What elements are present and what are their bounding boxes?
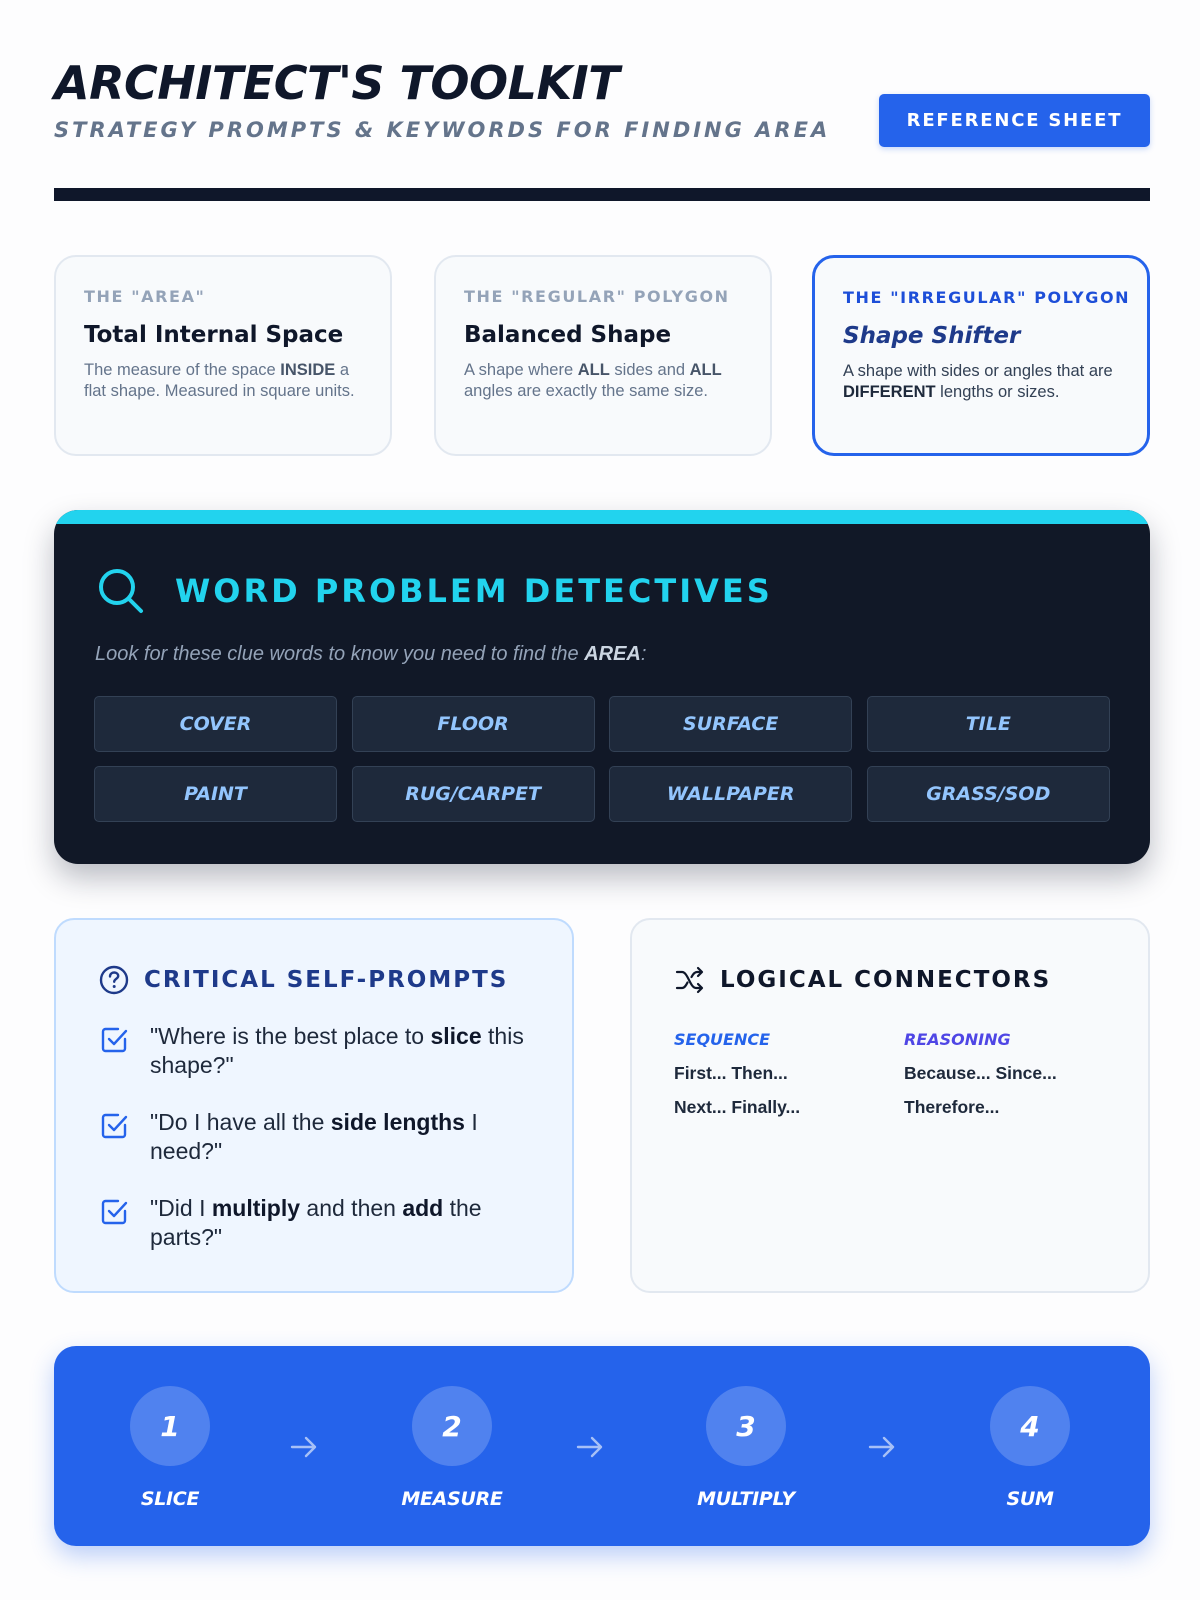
keyword-chip: GRASS/SOD xyxy=(867,766,1110,822)
arrow-right-icon xyxy=(289,1432,319,1462)
critical-self-prompts-card xyxy=(54,918,574,1293)
card-title: Total Internal Space xyxy=(84,322,344,348)
keyword-chip: FLOOR xyxy=(352,696,595,752)
prompt-text-part: "Do I have all the xyxy=(150,1109,331,1135)
card-body xyxy=(84,360,362,402)
step-label: MEASURE xyxy=(401,1488,503,1510)
card-body-text: The measure of the space xyxy=(84,361,281,379)
prompt-text-part: "Where is the best place to xyxy=(150,1023,431,1049)
regular-polygon-card xyxy=(434,255,772,456)
hint-text: Look for these clue words to know you need to find the xyxy=(95,643,585,665)
step-label: SLICE xyxy=(140,1488,200,1510)
prompt-emphasis: slice xyxy=(430,1023,482,1049)
prompt-text xyxy=(150,1108,538,1166)
card-eyebrow: THE "AREA" xyxy=(84,287,206,306)
card-body-text: A shape with sides or angles that are xyxy=(843,362,1113,380)
prompt-emphasis: side lengths xyxy=(330,1109,465,1135)
reasoning-column xyxy=(904,1030,1057,1131)
prompt-text xyxy=(150,1022,538,1080)
prompt-emphasis: add xyxy=(402,1195,444,1221)
step-slice xyxy=(90,1386,250,1510)
card-body-emphasis: ALL xyxy=(577,361,610,379)
checkbox-checked-icon xyxy=(98,1110,130,1142)
step-measure xyxy=(372,1386,532,1510)
card-body-text: A shape where xyxy=(464,361,578,379)
step-sum xyxy=(950,1386,1110,1510)
arrow-right-icon xyxy=(575,1432,605,1462)
prompt-emphasis: multiply xyxy=(211,1195,301,1221)
word-problem-detectives-panel xyxy=(54,510,1150,864)
card-title: CRITICAL SELF-PROMPTS xyxy=(144,967,509,993)
card-body-emphasis: ALL xyxy=(689,361,722,379)
header-divider xyxy=(54,188,1150,201)
keyword-chip: WALLPAPER xyxy=(609,766,852,822)
step-label: SUM xyxy=(1006,1488,1054,1510)
keyword-grid xyxy=(94,696,1110,822)
prompt-text-part: this shape?" xyxy=(150,1023,524,1078)
connector-line: Because... Since... xyxy=(904,1063,1057,1083)
panel-title: WORD PROBLEM DETECTIVES xyxy=(175,572,773,610)
keyword-chip: TILE xyxy=(867,696,1110,752)
step-number: 3 xyxy=(706,1386,786,1466)
keyword-chip: PAINT xyxy=(94,766,337,822)
card-body-emphasis: INSIDE xyxy=(280,361,336,379)
step-number: 1 xyxy=(130,1386,210,1466)
search-icon xyxy=(96,566,146,616)
step-multiply xyxy=(666,1386,826,1510)
prompt-list xyxy=(98,1022,538,1280)
hint-text: : xyxy=(640,643,647,665)
process-steps-banner xyxy=(54,1346,1150,1546)
hint-emphasis: AREA xyxy=(584,643,641,665)
step-number: 4 xyxy=(990,1386,1070,1466)
area-definition-card xyxy=(54,255,392,456)
step-number: 2 xyxy=(412,1386,492,1466)
card-body-text: sides and xyxy=(609,361,690,379)
card-title: Balanced Shape xyxy=(464,322,672,348)
checkbox-checked-icon xyxy=(98,1024,130,1056)
help-circle-icon xyxy=(98,964,130,996)
card-body-text: angles are exactly the same size. xyxy=(464,382,708,400)
list-item xyxy=(98,1022,538,1080)
card-body xyxy=(464,360,742,402)
card-eyebrow: THE "IRREGULAR" POLYGON xyxy=(843,288,1131,307)
prompt-text-part: "Did I xyxy=(150,1195,212,1221)
connector-line: First... Then... xyxy=(674,1063,788,1083)
card-body xyxy=(843,361,1119,403)
prompt-text-part: and then xyxy=(300,1195,403,1221)
reasoning-label: REASONING xyxy=(904,1030,1011,1049)
sequence-label: SEQUENCE xyxy=(674,1030,771,1049)
keyword-chip: SURFACE xyxy=(609,696,852,752)
page xyxy=(54,0,1150,1600)
irregular-polygon-card xyxy=(812,255,1150,456)
card-header xyxy=(674,964,1051,996)
connector-line: Next... Finally... xyxy=(674,1097,801,1117)
prompt-text-part: I need?" xyxy=(150,1109,478,1164)
keyword-chip: COVER xyxy=(94,696,337,752)
prompt-text-part: the parts?" xyxy=(150,1195,482,1250)
card-body-text: a flat shape. Measured in square units. xyxy=(84,361,355,400)
step-label: MULTIPLY xyxy=(697,1488,795,1510)
card-body-emphasis: DIFFERENT xyxy=(843,383,936,401)
arrow-right-icon xyxy=(867,1432,897,1462)
connector-line: Therefore... xyxy=(904,1097,1000,1117)
panel-accent-bar xyxy=(54,510,1150,524)
reference-sheet-button[interactable]: REFERENCE SHEET xyxy=(879,94,1150,147)
card-header xyxy=(98,964,508,996)
list-item xyxy=(98,1108,538,1166)
shuffle-icon xyxy=(674,964,706,996)
list-item xyxy=(98,1194,538,1252)
panel-hint xyxy=(95,643,646,666)
page-subtitle: STRATEGY PROMPTS & KEYWORDS FOR FINDING AREA xyxy=(54,118,831,142)
card-eyebrow: THE "REGULAR" POLYGON xyxy=(464,287,730,306)
page-title: ARCHITECT'S TOOLKIT xyxy=(54,56,620,110)
card-title: LOGICAL CONNECTORS xyxy=(720,967,1052,993)
card-title: Shape Shifter xyxy=(843,323,1021,349)
checkbox-checked-icon xyxy=(98,1196,130,1228)
logical-connectors-card xyxy=(630,918,1150,1293)
sequence-column xyxy=(674,1030,800,1131)
keyword-chip: RUG/CARPET xyxy=(352,766,595,822)
card-body-text: lengths or sizes. xyxy=(935,383,1060,401)
prompt-text xyxy=(150,1194,538,1252)
